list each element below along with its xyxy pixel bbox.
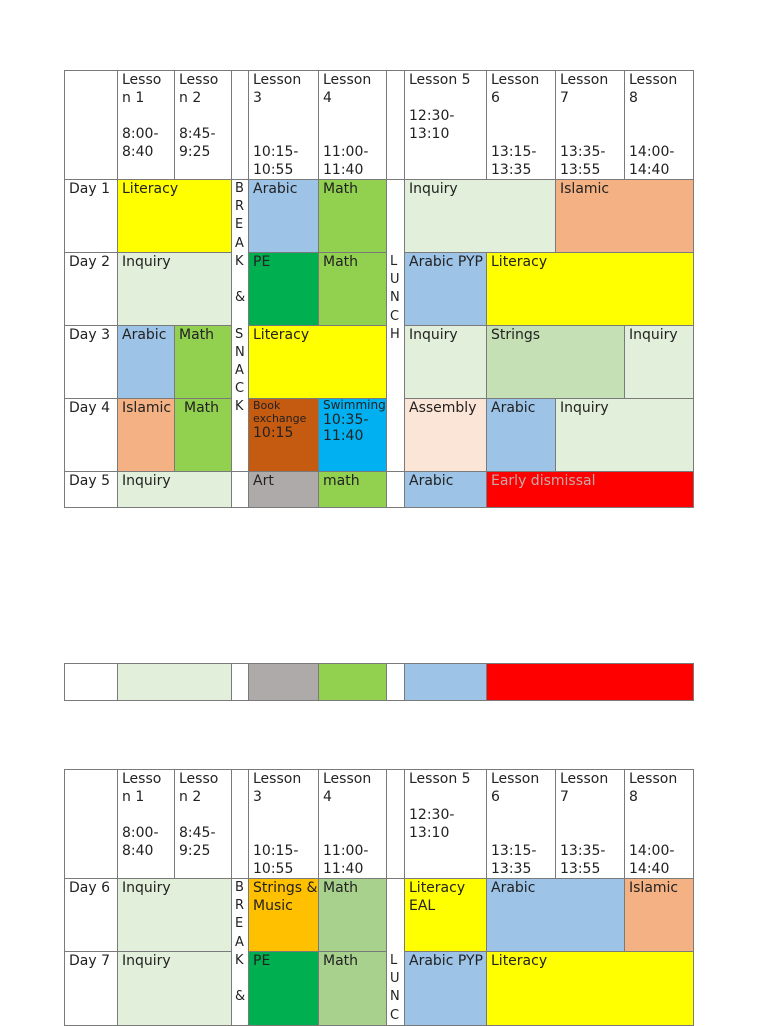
lunch-gap bbox=[387, 472, 405, 508]
timetable-week-2 bbox=[64, 769, 694, 1026]
header-lesson-3: Lesson 3 10:15- 10:55 bbox=[249, 770, 319, 879]
header-lesson-4: Lesson 4 11:00- 11:40 bbox=[319, 770, 387, 879]
cell-inquiry: Inquiry bbox=[118, 472, 232, 508]
cell-math: Math bbox=[319, 253, 387, 326]
cell-pe: PE bbox=[249, 253, 319, 326]
legend-swatch-white bbox=[387, 664, 405, 701]
cell-inquiry: Inquiry bbox=[118, 253, 232, 326]
header-lesson-8: Lesson 8 14:00- 14:40 bbox=[625, 71, 694, 180]
day-label: Day 6 bbox=[65, 879, 118, 952]
day-label: Day 4 bbox=[65, 399, 118, 472]
cell-book-exchange bbox=[249, 399, 319, 472]
cell-arabic: Arabic bbox=[487, 399, 556, 472]
cell-strings-music: Strings & Music bbox=[249, 879, 319, 952]
day-label: Day 1 bbox=[65, 180, 118, 253]
cell-inquiry: Inquiry bbox=[556, 399, 694, 472]
header-lesson-7: Lesson 7 13:35- 13:55 bbox=[556, 770, 625, 879]
cell-math: Math bbox=[319, 180, 387, 253]
header-lesson-5: Lesson 5 12:30- 13:10 bbox=[405, 71, 487, 180]
break-snack-column: B R E A K & bbox=[232, 879, 249, 1026]
day-label: Day 7 bbox=[65, 952, 118, 1025]
cell-arabic: Arabic bbox=[249, 180, 319, 253]
header-lesson-4: Lesson 4 11:00- 11:40 bbox=[319, 71, 387, 180]
corner-cell bbox=[65, 770, 118, 879]
break-gap bbox=[232, 472, 249, 508]
cell-inquiry: Inquiry bbox=[118, 952, 232, 1025]
cell-islamic: Islamic bbox=[556, 180, 694, 253]
header-lesson-6: Lesson 6 13:15- 13:35 bbox=[487, 71, 556, 180]
cell-early-dismissal: Early dismissal bbox=[487, 472, 694, 508]
cell-inquiry: Inquiry bbox=[405, 326, 487, 399]
cell-math: math bbox=[319, 472, 387, 508]
swimming-label: Swimming bbox=[323, 398, 386, 412]
header-lesson-2: Lesso n 2 8:45- 9:25 bbox=[175, 770, 232, 879]
cell-inquiry: Inquiry bbox=[405, 180, 556, 253]
book-exchange-label: Book exchange bbox=[253, 399, 307, 425]
header-lesson-2: Lesso n 2 8:45- 9:25 bbox=[175, 71, 232, 180]
legend-swatch-art bbox=[249, 664, 319, 701]
header-lesson-6: Lesson 6 13:15- 13:35 bbox=[487, 770, 556, 879]
header-lesson-8: Lesson 8 14:00- 14:40 bbox=[625, 770, 694, 879]
cell-islamic: Islamic bbox=[625, 879, 694, 952]
cell-assembly: Assembly bbox=[405, 399, 487, 472]
cell-literacy: Literacy bbox=[487, 253, 694, 326]
cell-math: Math bbox=[319, 879, 387, 952]
cell-arabic-pyp: Arabic PYP bbox=[405, 253, 487, 326]
color-legend-strip bbox=[64, 663, 694, 701]
legend-swatch-white bbox=[65, 664, 118, 701]
lunch-column: L U N C H bbox=[387, 180, 405, 472]
cell-math: Math bbox=[319, 952, 387, 1025]
lunch-column: L U N C bbox=[387, 879, 405, 1026]
cell-literacy: Literacy bbox=[487, 952, 694, 1025]
cell-arabic: Arabic bbox=[487, 879, 625, 952]
cell-art: Art bbox=[249, 472, 319, 508]
cell-pe: PE bbox=[249, 952, 319, 1025]
legend-swatch-arabic bbox=[405, 664, 487, 701]
header-break-gap bbox=[232, 770, 249, 879]
header-lesson-3: Lesson 3 10:15- 10:55 bbox=[249, 71, 319, 180]
legend-swatch-white bbox=[232, 664, 249, 701]
legend-swatch-inquiry bbox=[118, 664, 232, 701]
cell-arabic: Arabic bbox=[405, 472, 487, 508]
header-break-gap bbox=[232, 71, 249, 180]
header-lesson-5: Lesson 5 12:30- 13:10 bbox=[405, 770, 487, 879]
cell-math: Math bbox=[175, 399, 232, 472]
cell-inquiry: Inquiry bbox=[118, 879, 232, 952]
header-lunch-gap bbox=[387, 770, 405, 879]
cell-arabic-pyp: Arabic PYP bbox=[405, 952, 487, 1025]
cell-literacy: Literacy bbox=[118, 180, 232, 253]
day-label: Day 2 bbox=[65, 253, 118, 326]
cell-arabic: Arabic bbox=[118, 326, 175, 399]
cell-swimming bbox=[319, 399, 387, 472]
cell-literacy: Literacy bbox=[249, 326, 387, 399]
cell-strings: Strings bbox=[487, 326, 625, 399]
legend-swatch-math bbox=[319, 664, 387, 701]
cell-literacy-eal: Literacy EAL bbox=[405, 879, 487, 952]
day-label: Day 5 bbox=[65, 472, 118, 508]
cell-islamic: Islamic bbox=[118, 399, 175, 472]
cell-math: Math bbox=[175, 326, 232, 399]
legend-swatch-early bbox=[487, 664, 694, 701]
header-lesson-7: Lesson 7 13:35- 13:55 bbox=[556, 71, 625, 180]
break-snack-column: B R E A K & S N A C K bbox=[232, 180, 249, 472]
header-lesson-1: Lesso n 1 8:00- 8:40 bbox=[118, 71, 175, 180]
book-exchange-time: 10:15 bbox=[253, 425, 294, 441]
timetable-week-1 bbox=[64, 70, 694, 508]
cell-inquiry: Inquiry bbox=[625, 326, 694, 399]
header-lesson-1: Lesso n 1 8:00- 8:40 bbox=[118, 770, 175, 879]
corner-cell bbox=[65, 71, 118, 180]
header-lunch-gap bbox=[387, 71, 405, 180]
swimming-time: 10:35- 11:40 bbox=[323, 412, 369, 444]
day-label: Day 3 bbox=[65, 326, 118, 399]
